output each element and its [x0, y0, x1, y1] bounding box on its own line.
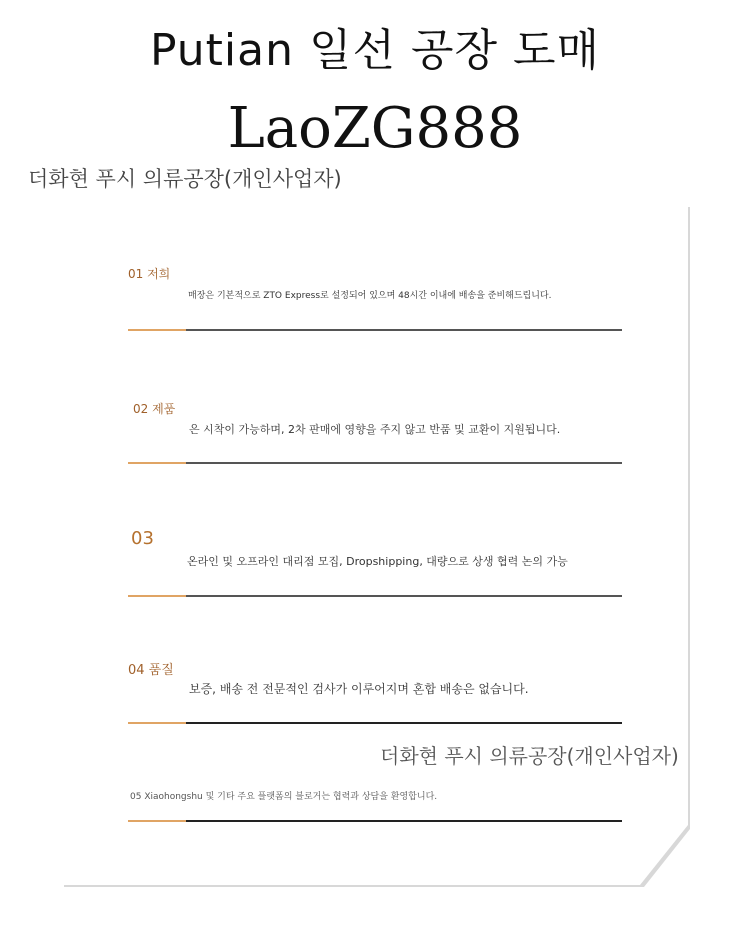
section-3-label: 03 — [131, 528, 154, 549]
section-4-text: 보증, 배송 전 전문적인 검사가 이루어지며 혼합 배송은 없습니다. — [189, 682, 529, 696]
section-5-divider — [128, 820, 622, 822]
section-1-divider — [128, 329, 622, 331]
shop-name-top: 더화현 푸시 의류공장(개인사업자) — [28, 167, 342, 191]
page-title: Putian 일선 공장 도매 — [150, 25, 600, 76]
section-1-label: 01 저희 — [128, 267, 171, 281]
section-4-accent — [128, 722, 186, 724]
section-2-label: 02 제품 — [133, 402, 176, 416]
section-5-text: 05 Xiaohongshu 및 기타 주요 플랫폼의 블로거는 협력과 상담을 환영합니다. — [130, 792, 438, 802]
section-5-accent — [128, 820, 186, 822]
section-1-accent — [128, 329, 186, 331]
section-1-text: 매장은 기본적으로 ZTO Express로 설정되어 있으며 48시간 이내에 배송을 준비해드립니다. — [188, 291, 552, 301]
info-card — [62, 205, 688, 885]
section-2-accent — [128, 462, 186, 464]
section-4-divider — [128, 722, 622, 724]
section-3-divider — [128, 595, 622, 597]
section-2-divider — [128, 462, 622, 464]
section-3-text: 온라인 및 오프라인 대리점 모집, Dropshipping, 대량으로 상생 협력 논의 가능 — [187, 555, 568, 568]
section-3-accent — [128, 595, 186, 597]
shop-name-bottom: 더화현 푸시 의류공장(개인사업자) — [380, 744, 679, 768]
brand-id: LaoZG888 — [227, 96, 523, 161]
section-2-text: 은 시착이 가능하며, 2차 판매에 영향을 주지 않고 반품 및 교환이 지원됩니다. — [189, 423, 561, 436]
section-4-label: 04 품질 — [128, 663, 174, 678]
